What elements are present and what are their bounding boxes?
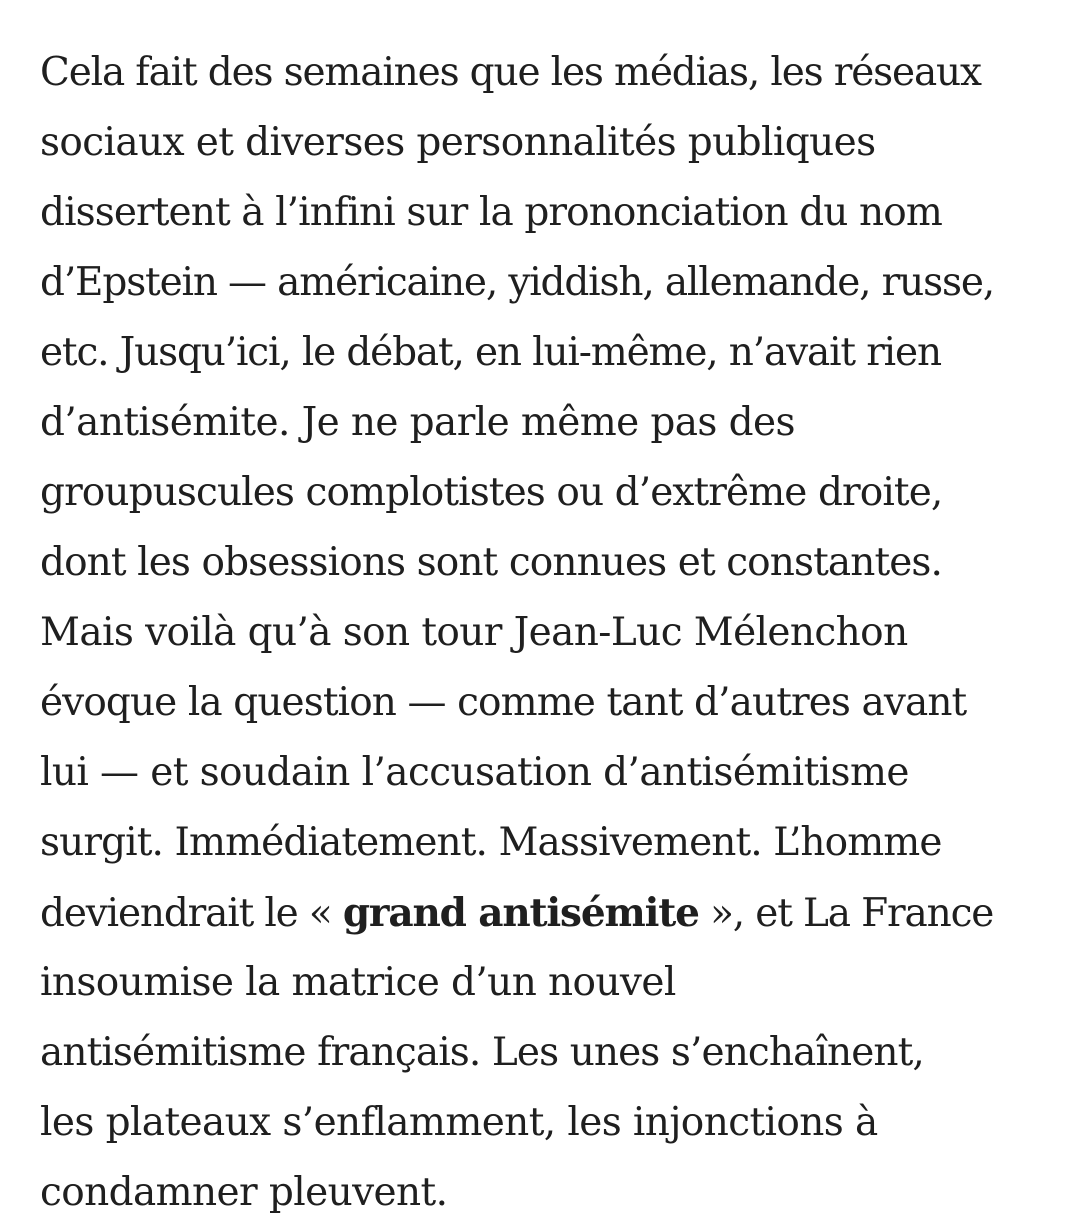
text-line: groupuscules complotistes ou d’extrême droite,: [40, 470, 943, 515]
text-segment: », et La France: [698, 891, 994, 936]
text-line: Mais voilà qu’à son tour Jean-Luc Mélenchon: [40, 610, 908, 655]
text-line: sociaux et diverses personnalités publiques: [40, 120, 876, 165]
article-paragraph: [40, 38, 1060, 1215]
text-line: [40, 878, 1060, 948]
text-line: les plateaux s’enflamment, les injonctions à: [40, 1100, 878, 1145]
text-line: condamner pleuvent.: [40, 1170, 448, 1215]
text-line: etc. Jusqu’ici, le débat, en lui-même, n’avait rien: [40, 330, 941, 375]
text-line: dissertent à l’infini sur la prononciation du nom: [40, 190, 942, 235]
text-line: évoque la question — comme tant d’autres avant: [40, 680, 967, 725]
text-line: Cela fait des semaines que les médias, les réseaux: [40, 50, 981, 95]
text-line: d’Epstein — américaine, yiddish, allemande, russe,: [40, 260, 995, 305]
text-line: insoumise la matrice d’un nouvel: [40, 960, 676, 1005]
text-line: surgit. Immédiatement. Massivement. L’homme: [40, 820, 942, 865]
text-line: dont les obsessions sont connues et constantes.: [40, 540, 943, 585]
text-line: d’antisémite. Je ne parle même pas des: [40, 400, 795, 445]
text-line: lui — et soudain l’accusation d’antisémitisme: [40, 750, 909, 795]
text-segment: deviendrait le «: [40, 891, 343, 936]
text-line: antisémitisme français. Les unes s’enchaînent,: [40, 1030, 924, 1075]
emphasized-quote: grand antisémite: [342, 890, 699, 936]
